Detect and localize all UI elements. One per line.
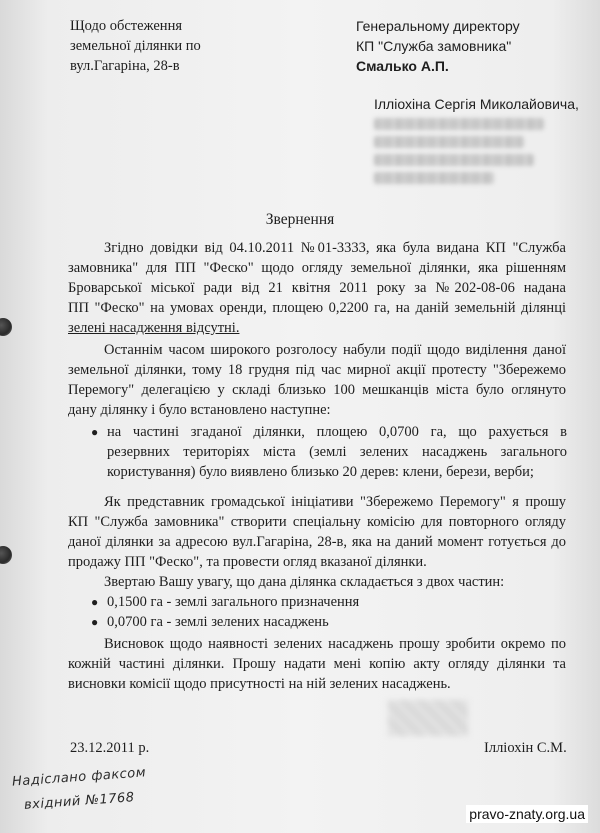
redacted-address [374,136,524,148]
redacted-address [374,154,534,166]
paragraph-line: Броварської міської ради від 21 квітня 2011 року за №202-08-06 надана [68,280,566,296]
paragraph-line: Звертаю Вашу увагу, що дана ділянка складається з двох частин: [104,574,505,590]
paragraph-line: Як представник громадської ініціативи "Збережемо Перемогу" я прошу [104,494,566,510]
subject-line: земельної ділянки по [70,38,201,54]
sender-name: Ілліохіна Сергія Миколайовича, [374,96,579,112]
addressee-name: Смалько А.П. [356,58,449,74]
bullet-icon: ● [91,425,99,439]
paragraph-line: даної ділянки за адресою вул.Гагаріна, 28-в, яка на даний момент готується до [68,534,566,550]
list-item [91,612,567,632]
list-item [91,422,567,442]
list-item-text: 0,1500 га - землі загального призначення [107,594,360,610]
subject-line: Щодо обстеження [70,18,182,34]
paragraph-line: продажу ПП "Феско", та провести огляд вказаної ділянки. [68,554,427,570]
addressee-line: Генеральному директору [356,18,520,34]
punch-hole [0,318,12,336]
paragraph-line: Останнім часом широкого розголосу набули події щодо виділення даної [104,342,566,358]
list-item-text: 0,0700 га - землі зелених насаджень [107,614,329,630]
addressee-block [356,16,520,76]
paragraph-line: Висновок щодо наявності зелених насаджень прошу зробити окремо по [104,636,566,652]
bullet-icon: ● [91,615,99,629]
handwritten-note: Надіслано факсом [11,765,147,790]
bullet-icon: ● [91,595,99,609]
watermark: pravo-znaty.org.ua [466,805,588,823]
subject-line: вул.Гагаріна, 28-в [70,58,180,74]
paragraph-line: замовника" для ПП "Феско" щодо огляду земельної ділянки, яка рішенням [68,260,566,276]
paragraph-line: Перемогу" делегацією у складі близько 100 мешканців міста було оглянуто [68,382,566,398]
paragraph-line: зелені насадження відсутні. [68,320,240,336]
paragraph-line: ПП "Феско" на умовах оренди, площею 0,2200 га, на даній земельній ділянці [68,300,566,316]
redacted-address [374,118,544,130]
signature [388,700,468,736]
list-item-text: на частині згаданої ділянки, площею 0,0700 га, що рахується в [107,424,567,440]
paragraph-line: кожній частині ділянки. Прошу надати мені копію акту огляду ділянки та [68,656,566,672]
document-date: 23.12.2011 р. [70,740,150,756]
list-item [91,592,567,612]
list-item-continuation: користування) було виявлено близько 20 дерев: клени, берези, верби; [107,464,534,480]
handwritten-note: вхідний №1768 [23,790,135,813]
paragraph-line: висновки комісії щодо присутності на ній зелених насаджень. [68,676,451,692]
redacted-address [374,172,494,184]
paragraph-line: земельної ділянки, тому 18 грудня під час мирної акції протесту "Збережемо [68,362,566,378]
paragraph-line: КП "Служба замовника" створити спеціальну комісію для повторного огляду [68,514,566,530]
document-title: Звернення [265,211,335,228]
subject-block [70,16,201,76]
addressee-line: КП "Служба замовника" [356,38,512,54]
punch-hole [0,546,12,564]
paragraph-line: Згідно довідки від 04.10.2011 №01-3333, яка була видана КП "Служба [104,240,566,256]
paragraph-line: дану ділянку і було встановлено наступне: [68,402,331,418]
signature-name: Ілліохін С.М. [484,740,567,756]
list-item-continuation: резервних територіях міста (землі зелених насаджень загального [107,444,567,460]
